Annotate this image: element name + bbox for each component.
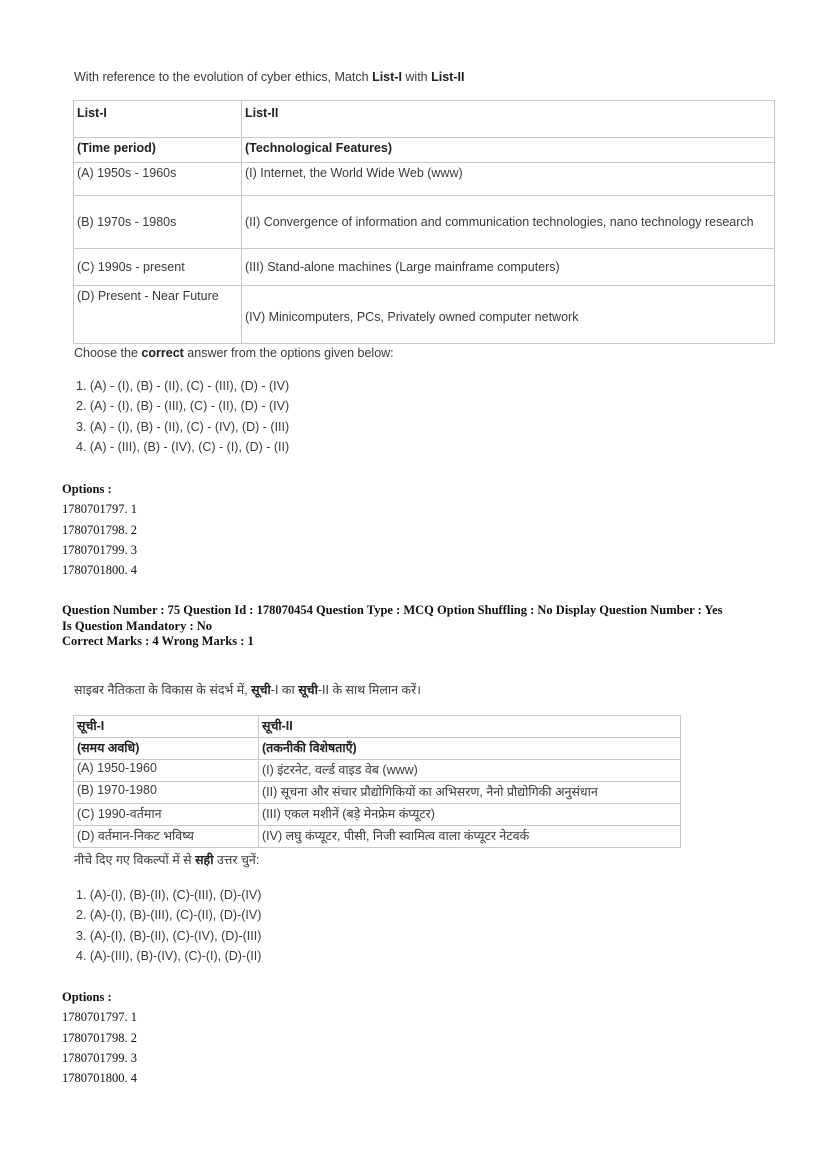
list-i-header: List-I <box>74 101 242 138</box>
question-prompt-english: With reference to the evolution of cyber ethics, Match List-I with List-II <box>74 70 465 84</box>
time-period-header: (समय अवधि) <box>74 738 259 760</box>
option-item: 1780701800. 4 <box>62 563 137 578</box>
table-row <box>74 249 775 286</box>
question-metadata <box>62 603 802 650</box>
list-ii-header: सूची-II <box>259 716 681 738</box>
table-cell: (C) 1990-वर्तमान <box>74 804 259 826</box>
list-item: 2. (A) - (I), (B) - (III), (C) - (II), (D) - (IV) <box>76 399 290 414</box>
table-row <box>74 760 681 782</box>
tech-features-header: (Technological Features) <box>242 138 775 163</box>
question-meta-line: Is Question Mandatory : No <box>62 618 213 633</box>
table-cell: (A) 1950-1960 <box>74 760 259 782</box>
table-cell: (IV) Minicomputers, PCs, Privately owned computer network <box>242 286 775 344</box>
option-item: 1780701800. 4 <box>62 1071 137 1086</box>
table-row <box>74 163 775 196</box>
answer-alternatives-english <box>76 376 289 457</box>
table-subheader-row <box>74 138 775 163</box>
list-item: 4. (A)-(III), (B)-(IV), (C)-(I), (D)-(II) <box>76 948 262 963</box>
table-header-row <box>74 101 775 138</box>
table-row <box>74 196 775 249</box>
table-cell: (III) Stand-alone machines (Large mainframe computers) <box>242 249 775 286</box>
option-item: 1780701797. 1 <box>62 502 137 517</box>
table-cell: (II) Convergence of information and communication technologies, nano technology research <box>242 196 775 249</box>
list-item: 4. (A) - (III), (B) - (IV), (C) - (I), (D) - (II) <box>76 439 290 454</box>
table-row <box>74 782 681 804</box>
choose-instruction-hindi: नीचे दिए गए विकल्पों में से सही उत्तर चुनें: <box>74 853 260 867</box>
list-i-header: सूची-I <box>74 716 259 738</box>
table-row <box>74 804 681 826</box>
question-prompt-hindi: साइबर नैतिकता के विकास के संदर्भ में, सूची-I का सूची-II के साथ मिलान करें। <box>74 683 421 697</box>
question-meta-line: Question Number : 75 Question Id : 178070454 Question Type : MCQ Option Shuffling : No Display Question Number : Yes <box>62 603 723 617</box>
option-item: 1780701799. 3 <box>62 542 137 557</box>
list-item: 2. (A)-(I), (B)-(III), (C)-(II), (D)-(IV) <box>76 908 262 923</box>
table-cell: (III) एकल मशीनें (बड़े मेनफ्रेम कंप्यूटर) <box>259 804 681 826</box>
question-meta-line: Correct Marks : 4 Wrong Marks : 1 <box>62 634 254 648</box>
table-row <box>74 286 775 344</box>
table-cell: (A) 1950s - 1960s <box>74 163 242 196</box>
table-row <box>74 826 681 848</box>
table-cell: (I) Internet, the World Wide Web (www) <box>242 163 775 196</box>
options-title: Options : <box>62 482 112 496</box>
table-cell: (B) 1970-1980 <box>74 782 259 804</box>
table-cell: (C) 1990s - present <box>74 249 242 286</box>
tech-features-header: (तकनीकी विशेषताएँ) <box>259 738 681 760</box>
options-block-2 <box>62 987 137 1088</box>
table-cell: (B) 1970s - 1980s <box>74 196 242 249</box>
list-item: 1. (A)-(I), (B)-(II), (C)-(III), (D)-(IV) <box>76 888 262 902</box>
option-item: 1780701799. 3 <box>62 1050 137 1065</box>
time-period-header: (Time period) <box>74 138 242 163</box>
option-item: 1780701798. 2 <box>62 522 137 537</box>
list-ii-header: List-II <box>242 101 775 138</box>
match-table-hindi <box>73 715 681 848</box>
table-cell: (D) Present - Near Future <box>74 286 242 344</box>
table-cell: (I) इंटरनेट, वर्ल्ड वाइड वेब (www) <box>259 760 681 782</box>
table-header-row <box>74 716 681 738</box>
match-table-english <box>73 100 775 344</box>
options-block-1 <box>62 479 137 580</box>
list-item: 3. (A)-(I), (B)-(II), (C)-(IV), (D)-(III) <box>76 928 262 943</box>
table-cell: (II) सूचना और संचार प्रौद्योगिकियों का अभिसरण, नैनो प्रौद्योगिकी अनुसंधान <box>259 782 681 804</box>
table-subheader-row <box>74 738 681 760</box>
answer-alternatives-hindi <box>76 885 261 966</box>
option-item: 1780701797. 1 <box>62 1010 137 1025</box>
choose-instruction-english: Choose the correct answer from the options given below: <box>74 346 394 360</box>
table-cell: (IV) लघु कंप्यूटर, पीसी, निजी स्वामित्व वाला कंप्यूटर नेटवर्क <box>259 826 681 848</box>
table-cell: (D) वर्तमान-निकट भविष्य <box>74 826 259 848</box>
options-title: Options : <box>62 990 112 1004</box>
option-item: 1780701798. 2 <box>62 1030 137 1045</box>
list-item: 1. (A) - (I), (B) - (II), (C) - (III), (D) - (IV) <box>76 379 290 393</box>
list-item: 3. (A) - (I), (B) - (II), (C) - (IV), (D) - (III) <box>76 419 290 434</box>
